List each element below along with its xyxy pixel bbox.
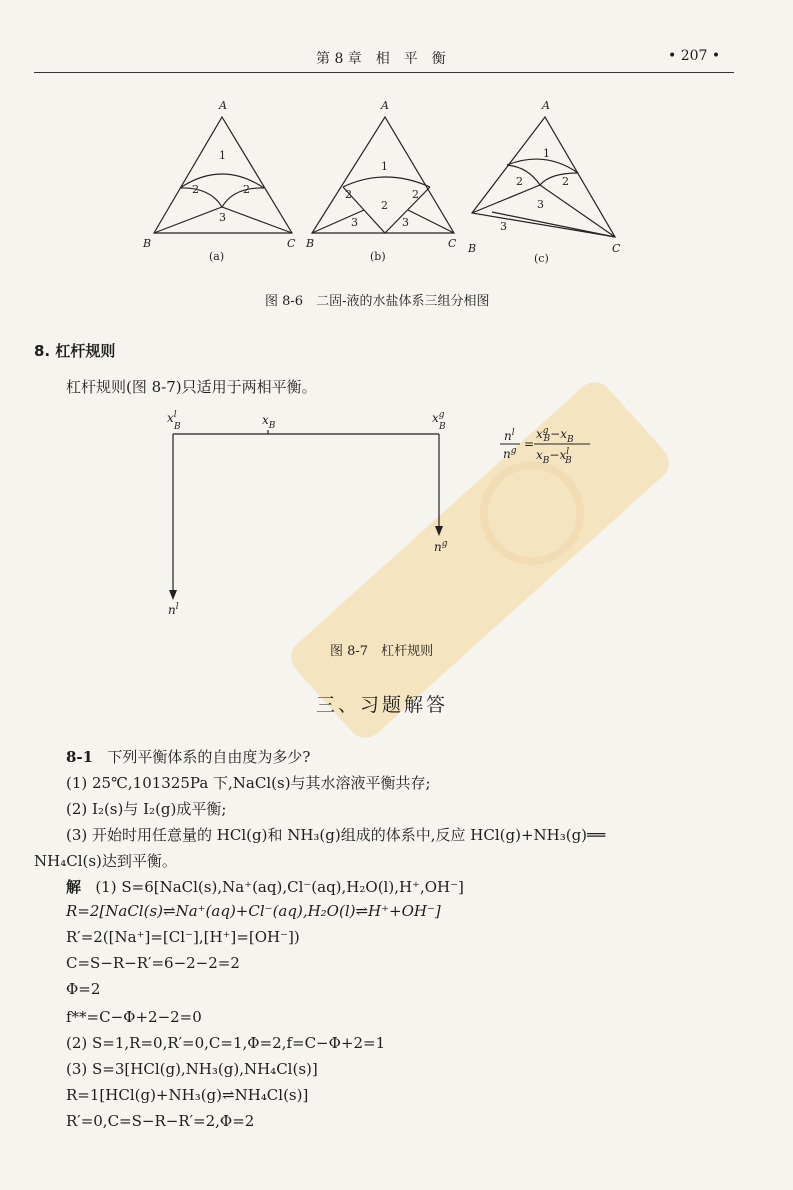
fig86b-vertex-a: A — [381, 99, 389, 112]
solution-label: 解 — [66, 878, 82, 896]
solution-line-9: R=1[HCl(g)+NH₃(g)⇌NH₄Cl(s)] — [66, 1086, 309, 1104]
svg-text:nl — [168, 602, 179, 617]
formula-lhs-den: n — [503, 447, 511, 461]
formula-equals: = — [524, 437, 535, 451]
question-part-3b: NH₄Cl(s)达到平衡。 — [34, 852, 177, 870]
section-8-text: 杠杆规则(图 8-7)只适用于两相平衡。 — [66, 378, 317, 396]
fig86-caption: 图 8-6 二固-液的水盐体系三组分相图 — [265, 294, 490, 309]
lever-xbg-sub: B — [439, 422, 446, 432]
formula-den-x2: x — [559, 448, 567, 462]
lever-xbl-sub: B — [174, 422, 181, 432]
lever-xbl-sup: l — [173, 410, 177, 420]
fig86b-region-3-left: 3 — [351, 216, 358, 229]
solution-line-4: C=S−R−R′=6−2−2=2 — [66, 954, 240, 972]
formula-num-sub2: B — [567, 435, 574, 445]
lever-nl: n — [168, 603, 176, 617]
lever-nl-sup: l — [175, 602, 179, 612]
fig86b-region-1: 1 — [381, 160, 388, 173]
solution-line-5: Φ=2 — [66, 980, 101, 998]
fig86c-region-1: 1 — [543, 147, 550, 160]
solution-line-1 — [66, 876, 464, 897]
solution-line-7: (2) S=1,R=0,R′=0,C=1,Φ=2,f=C−Φ+2=1 — [66, 1034, 386, 1052]
fig86b-region-2-mid: 2 — [381, 199, 388, 212]
fig86b-region-2-right: 2 — [412, 188, 419, 201]
solution-line-3: R′=2([Na⁺]=[Cl⁻],[H⁺]=[OH⁻]) — [66, 928, 300, 946]
fig86b-vertex-b: B — [306, 237, 315, 250]
svg-text:xB−xlB — [536, 447, 572, 466]
formula-num-minus: − — [550, 427, 561, 441]
lever-xb-x: x — [262, 413, 269, 427]
fig86b-vertex-c: C — [448, 237, 457, 250]
fig86c-region-3-lower: 3 — [500, 220, 507, 233]
formula-num-x2: x — [560, 427, 568, 441]
solution-line-10: R′=0,C=S−R−R′=2,Φ=2 — [66, 1112, 255, 1130]
formula-num-x1: x — [536, 427, 543, 441]
question-8-1 — [66, 746, 310, 767]
header-rule — [34, 72, 734, 73]
fig86-sub-c: (c) — [534, 252, 549, 265]
fig86c-vertex-b: B — [468, 242, 477, 255]
svg-text:nl — [504, 428, 515, 443]
formula-den-sub2: B — [565, 456, 572, 466]
formula-num-sub1: B — [543, 434, 551, 444]
solution-s1: (1) S=6[NaCl(s),Na⁺(aq),Cl⁻(aq),H₂O(l),H⁺,OH⁻] — [95, 878, 464, 896]
lever-xb-sub: B — [268, 421, 276, 431]
question-label: 8-1 — [66, 748, 94, 766]
page-number: • 207 • — [668, 48, 721, 64]
fig86c-vertex-a: A — [542, 99, 550, 112]
fig86a-region-3: 3 — [219, 211, 226, 224]
solution-line-2: R=2[NaCl(s)⇌Na⁺(aq)+Cl⁻(aq),H₂O(l)⇌H⁺+OH⁻] — [66, 902, 441, 920]
fig86a-vertex-a: A — [219, 99, 227, 112]
svg-text:xB — [262, 413, 276, 431]
fig86-sub-a: (a) — [209, 250, 225, 263]
lever-ng: n — [434, 540, 442, 554]
question-text: 下列平衡体系的自由度为多少? — [107, 748, 311, 766]
formula-lhs-num-sup: l — [511, 428, 515, 438]
fig86b-region-2-left: 2 — [345, 188, 352, 201]
fig86c-region-2-right: 2 — [562, 175, 569, 188]
figure-8-6 — [140, 95, 640, 275]
figure-8-7 — [150, 404, 620, 624]
question-part-1: (1) 25℃,101325Pa 下,NaCl(s)与其水溶液平衡共存; — [66, 774, 431, 792]
answers-title: 三、习题解答 — [316, 694, 449, 716]
lever-xbg-sup: g — [438, 410, 445, 420]
formula-den-sub1: B — [542, 456, 550, 466]
lever-xbl-x: x — [167, 411, 174, 425]
solution-line-6: f**=C−Φ+2−2=0 — [66, 1008, 202, 1026]
formula-den-sup: l — [566, 447, 570, 457]
fig86b-region-3-right: 3 — [402, 216, 409, 229]
fig86a-vertex-c: C — [287, 237, 296, 250]
section-8-title: 8. 杠杆规则 — [34, 342, 116, 360]
fig86a-region-1: 1 — [219, 149, 226, 162]
solution-line-8: (3) S=3[HCl(g),NH₃(g),NH₄Cl(s)] — [66, 1060, 318, 1078]
question-part-3a: (3) 开始时用任意量的 HCl(g)和 NH₃(g)组成的体系中,反应 HCl(g)+NH₃(g)══ — [66, 826, 606, 844]
lever-ng-sup: g — [441, 539, 448, 549]
fig86c-region-3-upper: 3 — [537, 198, 544, 211]
formula-lhs-den-sup: g — [510, 446, 517, 456]
question-part-2: (2) I₂(s)与 I₂(g)成平衡; — [66, 800, 227, 818]
fig86c-region-2-left: 2 — [516, 175, 523, 188]
formula-num-sup: g — [542, 426, 549, 436]
svg-text:xgB−xB — [536, 426, 574, 445]
svg-text:ng — [434, 539, 448, 554]
lever-xbg-x: x — [432, 411, 439, 425]
formula-lhs-num: n — [504, 429, 512, 443]
formula-den-minus: − — [549, 448, 560, 462]
svg-text:ng — [503, 446, 517, 461]
fig86-sub-b: (b) — [370, 250, 386, 263]
formula-den-x1: x — [536, 448, 543, 462]
fig86a-vertex-b: B — [143, 237, 152, 250]
chapter-header: 第 8 章 相 平 衡 — [316, 51, 446, 67]
fig87-caption: 图 8-7 杠杆规则 — [330, 644, 434, 659]
fig86a-region-2-right: 2 — [243, 183, 250, 196]
fig86c-vertex-c: C — [612, 242, 621, 255]
fig86a-region-2-left: 2 — [192, 183, 199, 196]
